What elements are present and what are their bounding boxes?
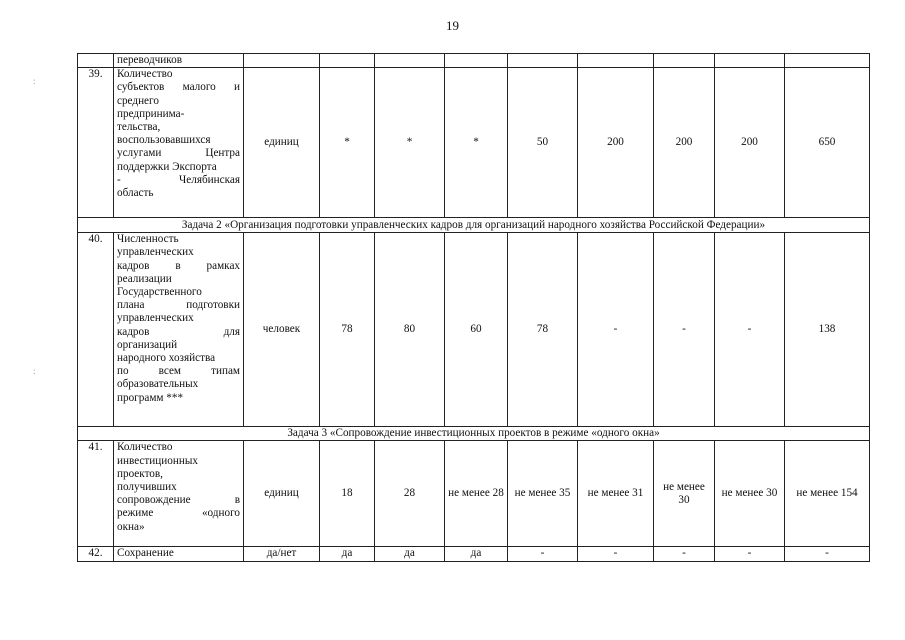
table-row-41 — [78, 441, 870, 547]
value-cell: - — [654, 233, 715, 427]
margin-mark: : — [33, 366, 36, 376]
value-cell: 28 — [375, 441, 445, 547]
name-line: среднего — [117, 94, 159, 107]
row-number-cell — [78, 54, 114, 68]
value-cell — [578, 54, 654, 68]
unit-cell — [244, 54, 320, 68]
name-line: окна» — [117, 520, 145, 533]
value-cell: да — [320, 547, 375, 561]
value-cell: - — [654, 547, 715, 561]
task-3-row — [78, 427, 870, 441]
value-cell: 18 — [320, 441, 375, 547]
row-number-cell: 39. — [78, 68, 114, 218]
value-cell: - — [508, 547, 578, 561]
unit-cell: да/нет — [244, 547, 320, 561]
value-cell — [715, 54, 785, 68]
name-line: предпринима- — [117, 107, 185, 120]
table-row-continued — [78, 54, 870, 68]
value-cell: да — [375, 547, 445, 561]
name-line: сопровождение в — [117, 494, 240, 507]
name-line: Государственного — [117, 286, 202, 299]
value-cell: 78 — [320, 233, 375, 427]
name-line: организаций — [117, 338, 178, 351]
value-cell: - — [578, 233, 654, 427]
value-cell: не менее 35 — [508, 441, 578, 547]
table-row-39 — [78, 68, 870, 218]
name-line: кадров для — [117, 325, 240, 338]
value-cell: не менее 30 — [715, 441, 785, 547]
name-line: проектов, — [117, 467, 163, 480]
value-cell: - — [715, 233, 785, 427]
value-cell: - — [785, 547, 870, 561]
value-cell — [445, 54, 508, 68]
value-cell: 138 — [785, 233, 870, 427]
value-cell: не менее 154 — [785, 441, 870, 547]
value-cell — [508, 54, 578, 68]
name-line: воспользовавшихся — [117, 134, 211, 147]
indicator-name-cell — [114, 233, 244, 427]
name-line: субъектов малого и — [117, 81, 240, 94]
task-3-heading: Задача 3 «Сопровождение инвестиционных проектов в режиме «одного окна» — [78, 427, 870, 441]
name-line: реализации — [117, 272, 172, 285]
table-row-40 — [78, 233, 870, 427]
value-cell: не менее 31 — [578, 441, 654, 547]
unit-cell: единиц — [244, 441, 320, 547]
value-cell — [320, 54, 375, 68]
row-number-cell: 40. — [78, 233, 114, 427]
value-cell: * — [375, 68, 445, 218]
value-cell: 650 — [785, 68, 870, 218]
name-line: Численность — [117, 233, 179, 246]
name-line: Количество — [117, 68, 173, 81]
indicator-name-cell — [114, 441, 244, 547]
value-cell: да — [445, 547, 508, 561]
unit-cell: единиц — [244, 68, 320, 218]
name-line: программ *** — [117, 391, 184, 404]
value-cell — [375, 54, 445, 68]
name-line: область — [117, 187, 154, 200]
name-line: плана подготовки — [117, 299, 240, 312]
value-cell: не менее 28 — [445, 441, 508, 547]
value-cell: 200 — [715, 68, 785, 218]
name-line: управленческих — [117, 312, 194, 325]
task-2-heading: Задача 2 «Организация подготовки управленческих кадров для организаций народного хозяйства Российской Федерации» — [78, 218, 870, 233]
task-2-row — [78, 218, 870, 233]
row-number-cell: 41. — [78, 441, 114, 547]
name-line: управленческих — [117, 246, 194, 259]
value-cell: 200 — [578, 68, 654, 218]
value-cell: 50 — [508, 68, 578, 218]
name-line: - Челябинская — [117, 173, 240, 186]
value-cell: - — [715, 547, 785, 561]
page-number: 19 — [446, 18, 459, 33]
name-line: Количество — [117, 441, 173, 454]
value-cell: 78 — [508, 233, 578, 427]
name-line: кадров в рамках — [117, 259, 240, 272]
value-cell: 60 — [445, 233, 508, 427]
indicator-name-cell: Сохранение — [114, 547, 244, 561]
value-cell: 200 — [654, 68, 715, 218]
row-number-cell: 42. — [78, 547, 114, 561]
name-line: народного хозяйства — [117, 352, 216, 365]
value-cell — [654, 54, 715, 68]
value-cell: не менее 30 — [654, 441, 715, 547]
name-line: по всем типам — [117, 365, 240, 378]
name-line: получивших — [117, 481, 177, 494]
name-line: режиме «одного — [117, 507, 240, 520]
name-line: инвестиционных — [117, 454, 198, 467]
table-row-42 — [78, 547, 870, 561]
value-cell: * — [320, 68, 375, 218]
value-cell: - — [578, 547, 654, 561]
unit-cell: человек — [244, 233, 320, 427]
value-cell — [785, 54, 870, 68]
name-line: образовательных — [117, 378, 199, 391]
indicator-name-cell: переводчиков — [114, 54, 244, 68]
margin-mark: : — [33, 76, 36, 86]
name-line: тельства, — [117, 121, 161, 134]
value-cell: * — [445, 68, 508, 218]
indicator-name-cell — [114, 68, 244, 218]
name-line: поддержки Экспорта — [117, 160, 217, 173]
name-line: услугами Центра — [117, 147, 240, 160]
value-cell: 80 — [375, 233, 445, 427]
indicators-table — [77, 53, 870, 562]
